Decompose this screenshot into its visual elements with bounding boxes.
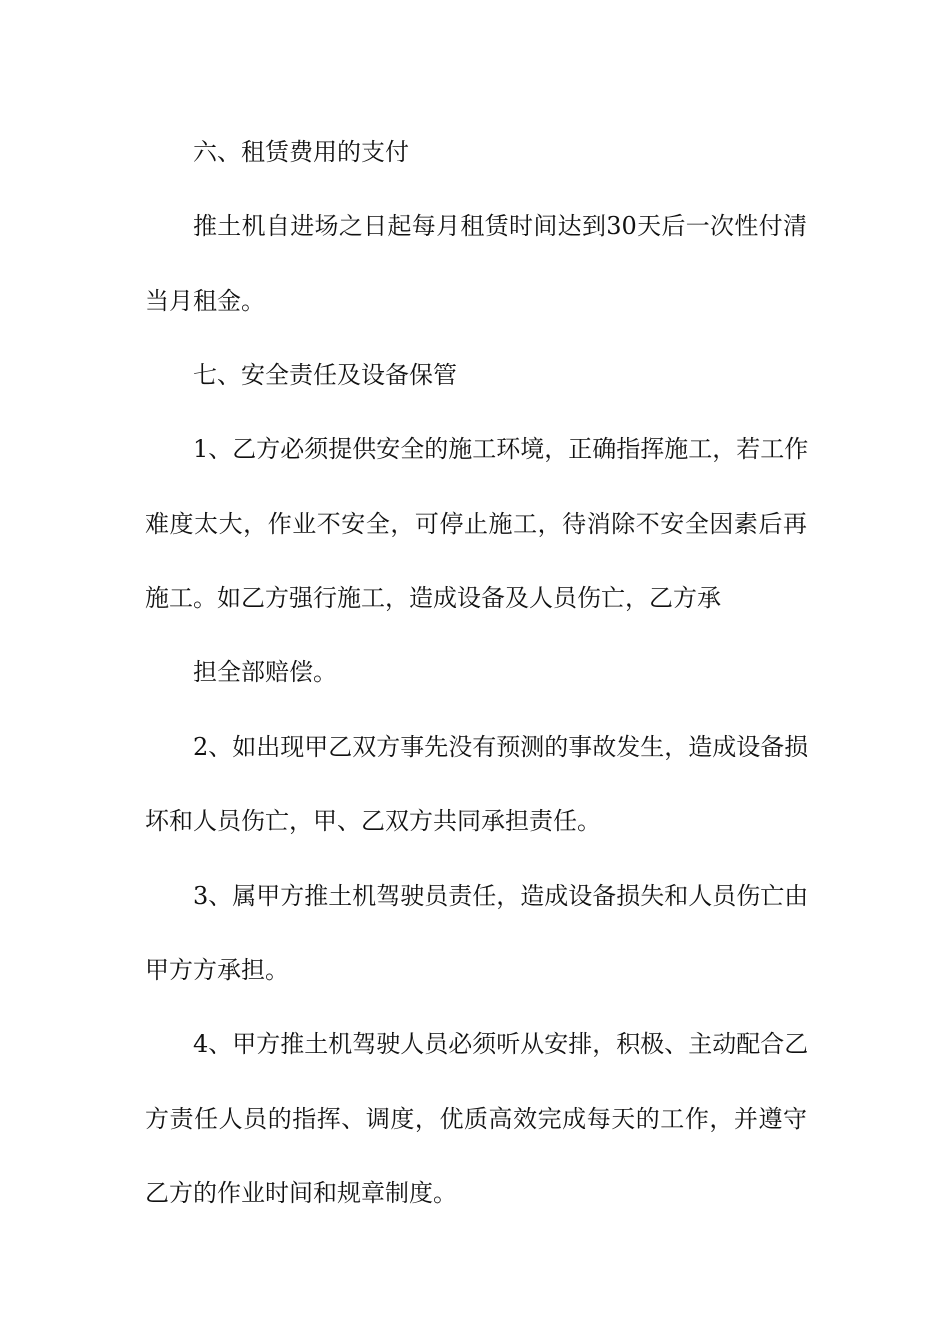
paragraph-line: 担全部赔偿。 [193, 658, 337, 686]
paragraph-line: 4、甲方推土机驾驶人员必须听从安排，积极、主动配合乙 [193, 1030, 809, 1058]
paragraph-line: 3、属甲方推土机驾驶员责任，造成设备损失和人员伤亡由 [193, 882, 809, 910]
paragraph-line: 甲方方承担。 [145, 956, 289, 984]
paragraph-line: 难度太大，作业不安全，可停止施工，待消除不安全因素后再 [145, 510, 807, 538]
paragraph-line: 施工。如乙方强行施工，造成设备及人员伤亡，乙方承 [145, 584, 721, 612]
paragraph-line: 1、乙方必须提供安全的施工环境，正确指挥施工，若工作 [193, 435, 809, 463]
paragraph-line: 乙方的作业时间和规章制度。 [145, 1179, 457, 1207]
paragraph-line: 当月租金。 [145, 287, 265, 315]
paragraph-line: 2、如出现甲乙双方事先没有预测的事故发生，造成设备损 [193, 733, 809, 761]
section-heading-7: 七、安全责任及设备保管 [193, 361, 457, 389]
section-heading-6: 六、租赁费用的支付 [193, 138, 409, 166]
paragraph-line: 坏和人员伤亡，甲、乙双方共同承担责任。 [145, 807, 601, 835]
paragraph-line: 方责任人员的指挥、调度，优质高效完成每天的工作，并遵守 [145, 1105, 807, 1133]
paragraph-line: 推土机自进场之日起每月租赁时间达到30天后一次性付清 [193, 212, 807, 240]
